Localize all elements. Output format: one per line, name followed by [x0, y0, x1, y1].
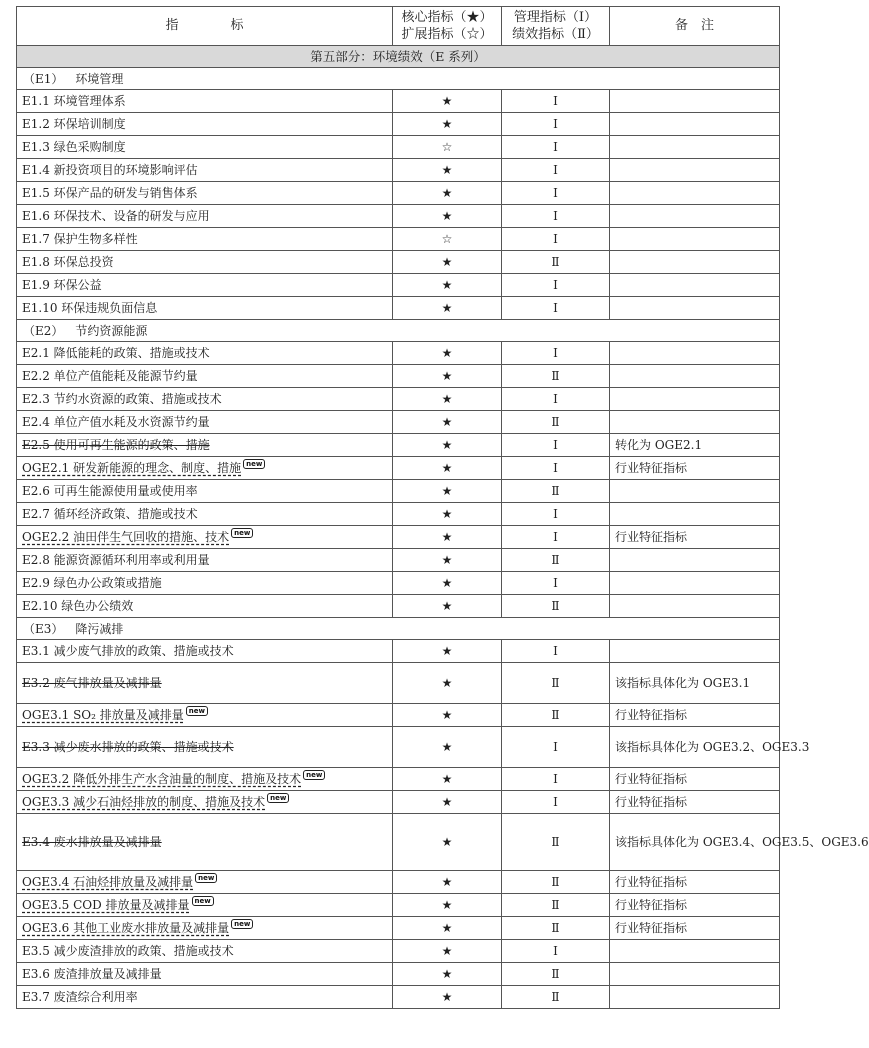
- core-flag: ★: [393, 342, 502, 365]
- indicator-row: [17, 297, 780, 320]
- indicator-cell: [17, 480, 393, 503]
- note-cell: 行业特征指标: [610, 791, 780, 814]
- note-cell: [610, 342, 780, 365]
- header-core-label: 核心指标（★）: [401, 10, 493, 25]
- indicator-label: OGE3.5 COD 排放量及减排量: [22, 898, 190, 912]
- mgmt-type: Ⅰ: [502, 727, 610, 768]
- note-cell: [610, 986, 780, 1009]
- indicator-row: [17, 159, 780, 182]
- indicator-cell: [17, 365, 393, 388]
- note-cell: 行业特征指标: [610, 871, 780, 894]
- note-cell: [610, 595, 780, 618]
- core-flag: ★: [393, 768, 502, 791]
- note-cell: 该指标具体化为 OGE3.2、OGE3.3: [610, 727, 780, 768]
- core-flag: ★: [393, 90, 502, 113]
- indicator-cell: [17, 274, 393, 297]
- mgmt-type: Ⅰ: [502, 526, 610, 549]
- indicator-row: [17, 663, 780, 704]
- indicator-label: E2.7 循环经济政策、措施或技术: [22, 507, 198, 521]
- indicator-row: [17, 365, 780, 388]
- note-cell: [610, 205, 780, 228]
- group-label: 环境管理: [75, 71, 124, 86]
- indicator-label: E2.2 单位产值能耗及能源节约量: [22, 369, 198, 383]
- indicator-cell: [17, 704, 393, 727]
- core-flag: ★: [393, 940, 502, 963]
- indicator-label: E3.5 减少废渣排放的政策、措施或技术: [22, 944, 234, 958]
- indicator-row: [17, 503, 780, 526]
- mgmt-type: Ⅱ: [502, 894, 610, 917]
- mgmt-type: Ⅱ: [502, 814, 610, 871]
- mgmt-type: Ⅱ: [502, 917, 610, 940]
- indicator-row: [17, 768, 780, 791]
- indicator-row: [17, 228, 780, 251]
- mgmt-type: Ⅰ: [502, 388, 610, 411]
- mgmt-type: Ⅰ: [502, 640, 610, 663]
- note-cell: [610, 963, 780, 986]
- indicator-row: [17, 640, 780, 663]
- indicator-label: E2.8 能源资源循环利用率或利用量: [22, 553, 210, 567]
- mgmt-type: Ⅱ: [502, 595, 610, 618]
- indicator-cell: [17, 159, 393, 182]
- note-cell: [610, 640, 780, 663]
- indicator-cell: [17, 572, 393, 595]
- indicator-cell: [17, 894, 393, 917]
- indicator-cell: [17, 663, 393, 704]
- group-label: 节约资源能源: [75, 323, 148, 338]
- group-row: [17, 618, 780, 640]
- indicator-label: E2.1 降低能耗的政策、措施或技术: [22, 346, 210, 360]
- mgmt-type: Ⅰ: [502, 159, 610, 182]
- indicator-label: E3.6 废渣排放量及减排量: [22, 967, 162, 981]
- indicator-label: E1.1 环境管理体系: [22, 94, 126, 108]
- indicator-row: [17, 342, 780, 365]
- note-cell: [610, 228, 780, 251]
- note-cell: [610, 136, 780, 159]
- indicator-label: E3.1 减少废气排放的政策、措施或技术: [22, 644, 234, 658]
- indicator-row: [17, 791, 780, 814]
- core-flag: ★: [393, 159, 502, 182]
- indicator-cell: [17, 791, 393, 814]
- mgmt-type: Ⅰ: [502, 182, 610, 205]
- indicator-cell: [17, 113, 393, 136]
- indicator-label: E1.6 环保技术、设备的研发与应用: [22, 209, 210, 223]
- indicator-row: [17, 90, 780, 113]
- note-cell: 该指标具体化为 OGE3.4、OGE3.5、OGE3.6: [610, 814, 780, 871]
- indicator-cell: [17, 503, 393, 526]
- new-badge-icon: new: [231, 528, 253, 538]
- mgmt-type: Ⅱ: [502, 251, 610, 274]
- mgmt-type: Ⅰ: [502, 228, 610, 251]
- mgmt-type: Ⅱ: [502, 704, 610, 727]
- indicator-cell: [17, 963, 393, 986]
- indicator-row: [17, 963, 780, 986]
- note-cell: 该指标具体化为 OGE3.1: [610, 663, 780, 704]
- indicator-row: [17, 205, 780, 228]
- core-flag: ★: [393, 595, 502, 618]
- core-flag: ★: [393, 663, 502, 704]
- header-performance-label: 绩效指标（Ⅱ）: [512, 27, 599, 42]
- indicator-row: [17, 871, 780, 894]
- header-management-performance: [502, 7, 610, 46]
- note-cell: 转化为 OGE2.1: [610, 434, 780, 457]
- indicator-label: E2.10 绿色办公绩效: [22, 599, 134, 613]
- core-flag: ★: [393, 205, 502, 228]
- header-indicator: 指 标: [17, 7, 393, 46]
- core-flag: ★: [393, 894, 502, 917]
- indicator-row: [17, 457, 780, 480]
- core-flag: ★: [393, 986, 502, 1009]
- mgmt-type: Ⅱ: [502, 963, 610, 986]
- mgmt-type: Ⅱ: [502, 986, 610, 1009]
- indicator-row: [17, 917, 780, 940]
- note-cell: [610, 159, 780, 182]
- core-flag: ★: [393, 365, 502, 388]
- indicator-cell: [17, 549, 393, 572]
- core-flag: ★: [393, 640, 502, 663]
- note-cell: [610, 365, 780, 388]
- header-remarks: 备 注: [610, 7, 780, 46]
- indicator-row: [17, 894, 780, 917]
- new-badge-icon: new: [186, 706, 208, 716]
- indicator-label: E3.3 减少废水排放的政策、措施或技术: [22, 740, 234, 754]
- mgmt-type: Ⅰ: [502, 940, 610, 963]
- new-badge-icon: new: [192, 896, 214, 906]
- indicator-row: [17, 526, 780, 549]
- note-cell: 行业特征指标: [610, 457, 780, 480]
- note-cell: [610, 940, 780, 963]
- note-cell: 行业特征指标: [610, 704, 780, 727]
- new-badge-icon: new: [231, 919, 253, 929]
- indicator-row: [17, 136, 780, 159]
- indicator-cell: [17, 526, 393, 549]
- indicator-label: E1.3 绿色采购制度: [22, 140, 126, 154]
- indicator-cell: [17, 251, 393, 274]
- mgmt-type: Ⅰ: [502, 503, 610, 526]
- note-cell: [610, 297, 780, 320]
- core-flag: ★: [393, 791, 502, 814]
- indicator-table-body: [17, 7, 869, 1009]
- mgmt-type: Ⅰ: [502, 768, 610, 791]
- core-flag: ★: [393, 480, 502, 503]
- new-badge-icon: new: [303, 770, 325, 780]
- core-flag: ☆: [393, 228, 502, 251]
- mgmt-type: Ⅰ: [502, 136, 610, 159]
- section-row: [17, 46, 780, 68]
- header-extended-label: 扩展指标（☆）: [401, 27, 493, 42]
- core-flag: ★: [393, 503, 502, 526]
- header-core-extended: [393, 7, 502, 46]
- note-cell: 行业特征指标: [610, 526, 780, 549]
- indicator-label: E3.7 废渣综合利用率: [22, 990, 138, 1004]
- indicator-label: E1.10 环保违规负面信息: [22, 301, 158, 315]
- indicator-cell: [17, 727, 393, 768]
- core-flag: ★: [393, 572, 502, 595]
- core-flag: ★: [393, 388, 502, 411]
- indicator-label: OGE3.3 减少石油烃排放的制度、措施及技术: [22, 795, 266, 809]
- core-flag: ★: [393, 526, 502, 549]
- core-flag: ★: [393, 704, 502, 727]
- note-cell: [610, 572, 780, 595]
- core-flag: ★: [393, 917, 502, 940]
- indicator-row: [17, 434, 780, 457]
- indicator-cell: [17, 768, 393, 791]
- section-title: 第五部分：环境绩效（E 系列）: [17, 46, 780, 68]
- new-badge-icon: new: [195, 873, 217, 883]
- mgmt-type: Ⅰ: [502, 572, 610, 595]
- mgmt-type: Ⅰ: [502, 791, 610, 814]
- indicator-label: E3.4 废水排放量及减排量: [22, 835, 162, 849]
- indicator-label: E1.7 保护生物多样性: [22, 232, 138, 246]
- indicator-label: OGE3.4 石油烃排放量及减排量: [22, 875, 194, 889]
- core-flag: ★: [393, 274, 502, 297]
- table-header-row: [17, 7, 780, 46]
- core-flag: ★: [393, 727, 502, 768]
- header-management-label: 管理指标（Ⅰ）: [513, 10, 598, 25]
- indicator-label: E1.2 环保培训制度: [22, 117, 126, 131]
- core-flag: ★: [393, 182, 502, 205]
- group-code: （E3）: [23, 621, 64, 636]
- core-flag: ★: [393, 549, 502, 572]
- note-cell: [610, 503, 780, 526]
- mgmt-type: Ⅰ: [502, 205, 610, 228]
- indicator-row: [17, 727, 780, 768]
- core-flag: ★: [393, 251, 502, 274]
- note-cell: [610, 549, 780, 572]
- indicator-row: [17, 549, 780, 572]
- indicator-cell: [17, 457, 393, 480]
- indicator-row: [17, 814, 780, 871]
- note-cell: [610, 274, 780, 297]
- mgmt-type: Ⅱ: [502, 365, 610, 388]
- note-cell: 行业特征指标: [610, 917, 780, 940]
- indicator-label: E3.2 废气排放量及减排量: [22, 676, 162, 690]
- group-label: 降污减排: [75, 621, 124, 636]
- indicator-label: OGE2.1 研发新能源的理念、制度、措施: [22, 461, 242, 475]
- indicator-label: OGE3.2 降低外排生产水含油量的制度、措施及技术: [22, 772, 302, 786]
- group-title-cell: [17, 618, 780, 640]
- core-flag: ★: [393, 871, 502, 894]
- indicator-cell: [17, 411, 393, 434]
- indicator-label: OGE3.1 SO₂ 排放量及减排量: [22, 708, 184, 722]
- indicator-row: [17, 940, 780, 963]
- indicator-label: E1.9 环保公益: [22, 278, 102, 292]
- core-flag: ★: [393, 814, 502, 871]
- indicator-label: E2.3 节约水资源的政策、措施或技术: [22, 392, 222, 406]
- indicator-label: E2.5 使用可再生能源的政策、措施: [22, 438, 210, 452]
- mgmt-type: Ⅰ: [502, 274, 610, 297]
- indicator-cell: [17, 90, 393, 113]
- indicator-cell: [17, 228, 393, 251]
- indicator-cell: [17, 136, 393, 159]
- indicator-row: [17, 595, 780, 618]
- indicator-cell: [17, 182, 393, 205]
- mgmt-type: Ⅰ: [502, 113, 610, 136]
- new-badge-icon: new: [267, 793, 289, 803]
- core-flag: ★: [393, 411, 502, 434]
- indicator-label: E1.8 环保总投资: [22, 255, 114, 269]
- mgmt-type: Ⅰ: [502, 434, 610, 457]
- mgmt-type: Ⅱ: [502, 480, 610, 503]
- group-code: （E1）: [23, 71, 64, 86]
- indicator-row: [17, 986, 780, 1009]
- indicator-cell: [17, 986, 393, 1009]
- indicator-cell: [17, 595, 393, 618]
- group-code: （E2）: [23, 323, 64, 338]
- note-cell: 行业特征指标: [610, 768, 780, 791]
- indicator-cell: [17, 205, 393, 228]
- note-cell: [610, 182, 780, 205]
- mgmt-type: Ⅰ: [502, 90, 610, 113]
- indicator-row: [17, 480, 780, 503]
- indicator-row: [17, 274, 780, 297]
- indicator-row: [17, 251, 780, 274]
- indicator-label: OGE2.2 油田伴生气回收的措施、技术: [22, 530, 230, 544]
- mgmt-type: Ⅰ: [502, 457, 610, 480]
- core-flag: ★: [393, 963, 502, 986]
- indicator-label: E1.5 环保产品的研发与销售体系: [22, 186, 198, 200]
- group-row: [17, 320, 780, 342]
- mgmt-type: Ⅱ: [502, 871, 610, 894]
- core-flag: ★: [393, 113, 502, 136]
- indicator-cell: [17, 940, 393, 963]
- indicator-row: [17, 388, 780, 411]
- indicator-row: [17, 113, 780, 136]
- note-cell: [610, 90, 780, 113]
- indicator-label: OGE3.6 其他工业废水排放量及减排量: [22, 921, 230, 935]
- indicator-row: [17, 704, 780, 727]
- indicator-table: [16, 6, 869, 1009]
- group-row: [17, 68, 780, 90]
- indicator-cell: [17, 388, 393, 411]
- new-badge-icon: new: [243, 459, 265, 469]
- indicator-cell: [17, 917, 393, 940]
- indicator-label: E2.6 可再生能源使用量或使用率: [22, 484, 198, 498]
- note-cell: [610, 411, 780, 434]
- mgmt-type: Ⅱ: [502, 411, 610, 434]
- indicator-cell: [17, 434, 393, 457]
- mgmt-type: Ⅱ: [502, 549, 610, 572]
- mgmt-type: Ⅱ: [502, 663, 610, 704]
- indicator-row: [17, 572, 780, 595]
- indicator-label: E1.4 新投资项目的环境影响评估: [22, 163, 198, 177]
- core-flag: ★: [393, 457, 502, 480]
- note-cell: [610, 388, 780, 411]
- indicator-row: [17, 411, 780, 434]
- mgmt-type: Ⅰ: [502, 342, 610, 365]
- mgmt-type: Ⅰ: [502, 297, 610, 320]
- indicator-cell: [17, 814, 393, 871]
- indicator-cell: [17, 640, 393, 663]
- core-flag: ☆: [393, 136, 502, 159]
- group-title-cell: [17, 68, 780, 90]
- indicator-cell: [17, 871, 393, 894]
- indicator-cell: [17, 297, 393, 320]
- note-cell: [610, 113, 780, 136]
- indicator-cell: [17, 342, 393, 365]
- indicator-label: E2.4 单位产值水耗及水资源节约量: [22, 415, 210, 429]
- group-title-cell: [17, 320, 780, 342]
- indicator-label: E2.9 绿色办公政策或措施: [22, 576, 162, 590]
- note-cell: [610, 251, 780, 274]
- note-cell: 行业特征指标: [610, 894, 780, 917]
- note-cell: [610, 480, 780, 503]
- core-flag: ★: [393, 434, 502, 457]
- indicator-row: [17, 182, 780, 205]
- core-flag: ★: [393, 297, 502, 320]
